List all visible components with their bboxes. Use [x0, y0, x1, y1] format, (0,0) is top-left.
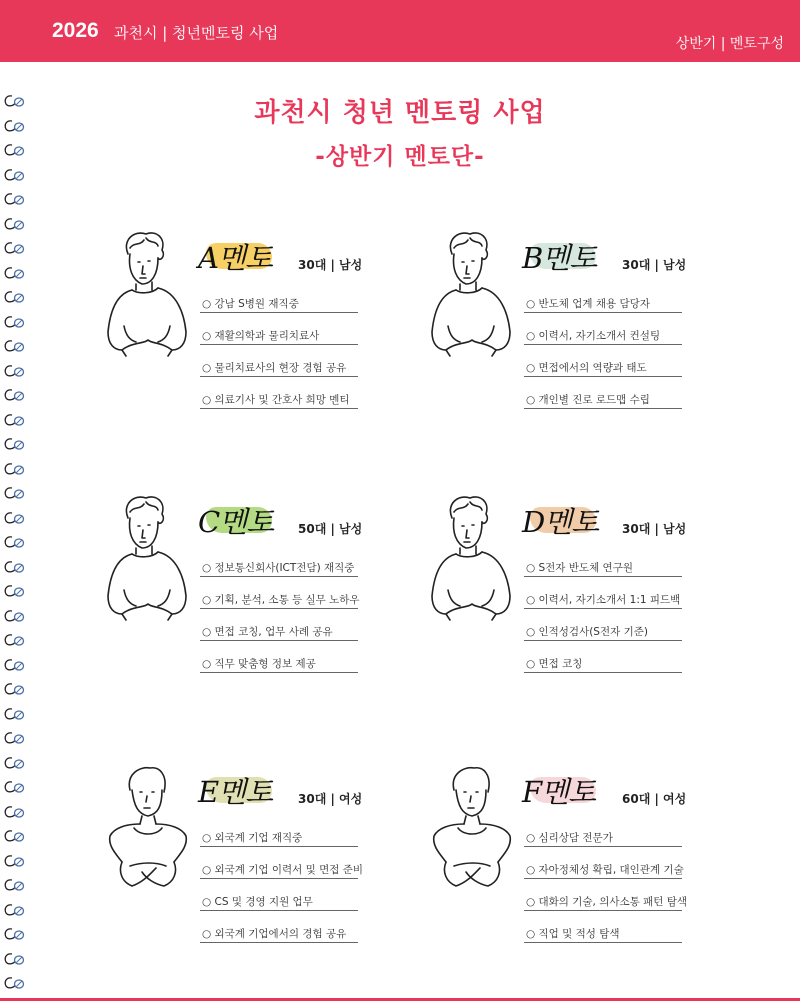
list-item-text: ○ 이력서, 자기소개서 1:1 피드백 — [526, 594, 681, 606]
mentor-a-name: A멘토 — [198, 241, 272, 275]
list-item — [524, 924, 682, 956]
binder-ring-icon — [3, 485, 25, 499]
underline — [524, 576, 682, 577]
mentor-c-meta: 50대 | 남성 — [298, 522, 363, 536]
binder-ring-icon — [3, 240, 25, 254]
mentor-b-item-list — [524, 294, 682, 422]
binder-ring-icon — [3, 583, 25, 597]
underline — [524, 312, 682, 313]
mentor-card-e — [100, 762, 390, 972]
mentor-f-name-tag — [522, 768, 602, 812]
mentor-c-illustration — [100, 492, 200, 622]
mentor-card-d — [424, 492, 714, 702]
mentor-a-meta: 30대 | 남성 — [298, 258, 363, 272]
header-bar — [0, 0, 800, 62]
binder-ring-icon — [3, 632, 25, 646]
list-item — [524, 390, 682, 422]
binder-ring-icon — [3, 755, 25, 769]
list-item-text: ○ 면접 코칭, 업무 사례 공유 — [202, 626, 333, 638]
list-item — [524, 558, 682, 590]
list-item — [524, 860, 682, 892]
list-item-text: ○ 이력서, 자기소개서 컨설팅 — [526, 330, 661, 342]
binder-ring-icon — [3, 902, 25, 916]
underline — [200, 640, 358, 641]
mentor-e-meta: 30대 | 여성 — [298, 792, 363, 806]
binder-ring-icon — [3, 853, 25, 867]
underline — [524, 640, 682, 641]
mentor-b-illustration — [424, 228, 524, 358]
list-item — [200, 828, 358, 860]
list-item — [200, 294, 358, 326]
underline — [524, 878, 682, 879]
binder-ring-icon — [3, 387, 25, 401]
page-title: 과천시 청년 멘토링 사업 — [254, 98, 546, 128]
list-item-text: ○ 물리치료사의 현장 경험 공유 — [202, 362, 347, 374]
binder-ring-icon — [3, 730, 25, 744]
underline — [524, 408, 682, 409]
mentor-card-a — [100, 228, 390, 438]
binder-ring-icon — [3, 461, 25, 475]
mentor-c-name: C멘토 — [198, 505, 274, 539]
list-item-text: ○ 재활의학과 물리치료사 — [202, 330, 320, 342]
binder-ring-icon — [3, 338, 25, 352]
mentor-b-meta: 30대 | 남성 — [622, 258, 687, 272]
list-item — [200, 590, 358, 622]
binder-ring-icon — [3, 951, 25, 965]
mentor-card-f — [424, 762, 714, 972]
list-item — [524, 828, 682, 860]
list-item-text: ○ 자아정체성 확립, 대인관계 기술 — [526, 864, 684, 876]
list-item — [200, 924, 358, 956]
mentor-d-item-list — [524, 558, 682, 686]
mentor-d-name-tag — [522, 498, 602, 542]
underline — [200, 312, 358, 313]
list-item-text: ○ 인적성검사(S전자 기준) — [526, 626, 648, 638]
list-item — [200, 622, 358, 654]
list-item — [200, 326, 358, 358]
header-year: 2026 — [52, 19, 99, 42]
list-item — [200, 358, 358, 390]
list-item-text: ○ 직업 및 적성 탐색 — [526, 928, 620, 940]
header-title: 과천시 | 청년멘토링 사업 — [114, 24, 279, 42]
underline — [200, 672, 358, 673]
mentor-c-item-list — [200, 558, 358, 686]
mentor-e-name: E멘토 — [198, 775, 273, 809]
underline — [200, 846, 358, 847]
mentor-d-meta: 30대 | 남성 — [622, 522, 687, 536]
binder-ring-icon — [3, 363, 25, 377]
list-item-text: ○ 의료기사 및 간호사 희망 멘티 — [202, 394, 350, 406]
underline — [200, 408, 358, 409]
underline — [200, 878, 358, 879]
underline — [524, 942, 682, 943]
mentor-d-name: D멘토 — [522, 505, 599, 539]
list-item-text: ○ 정보통신회사(ICT전담) 재직중 — [202, 562, 355, 574]
binder-ring-icon — [3, 191, 25, 205]
mentor-f-meta: 60대 | 여성 — [622, 792, 687, 806]
underline — [524, 846, 682, 847]
mentor-b-name: B멘토 — [522, 241, 597, 275]
binder-ring-icon — [3, 926, 25, 940]
binder-ring-icon — [3, 265, 25, 279]
underline — [524, 672, 682, 673]
binder-ring-icon — [3, 289, 25, 303]
mentor-b-name-tag — [522, 234, 602, 278]
binder-ring-icon — [3, 412, 25, 426]
mentor-a-item-list — [200, 294, 358, 422]
binder-ring-icon — [3, 779, 25, 793]
list-item — [524, 326, 682, 358]
mentor-a-illustration — [100, 228, 200, 358]
underline — [200, 942, 358, 943]
list-item — [524, 294, 682, 326]
mentor-e-item-list — [200, 828, 364, 956]
list-item-text: ○ 대화의 기술, 의사소통 패턴 탐색 — [526, 896, 688, 908]
list-item — [200, 892, 358, 924]
underline — [200, 576, 358, 577]
list-item-text: ○ 개인별 진로 로드맵 수립 — [526, 394, 650, 406]
binder-ring-icon — [3, 706, 25, 720]
mentor-e-illustration — [100, 762, 200, 892]
list-item — [524, 622, 682, 654]
binder-ring-icon — [3, 877, 25, 891]
mentor-c-name-tag — [198, 498, 278, 542]
header-section: 상반기 | 멘토구성 — [675, 36, 784, 52]
list-item-text: ○ 외국계 기업 이력서 및 면접 준비 — [202, 864, 364, 876]
list-item-text: ○ 외국계 기업 재직중 — [202, 832, 303, 844]
binder-ring-icon — [3, 436, 25, 450]
binder-ring-icon — [3, 314, 25, 328]
list-item-text: ○ 반도체 업계 채용 담당자 — [526, 298, 650, 310]
list-item-text: ○ 기획, 분석, 소통 등 실무 노하우 — [202, 594, 360, 606]
binder-ring-icon — [3, 657, 25, 671]
binder-ring-icon — [3, 828, 25, 842]
list-item — [524, 590, 682, 622]
binder-ring-icon — [3, 608, 25, 622]
underline — [524, 910, 682, 911]
list-item — [524, 892, 688, 924]
list-item — [524, 654, 682, 686]
underline — [524, 608, 682, 609]
mentor-a-name-tag — [198, 234, 278, 278]
list-item-text: ○ 심리상담 전문가 — [526, 832, 613, 844]
list-item-text: ○ CS 및 경영 지원 업무 — [202, 896, 313, 908]
underline — [524, 376, 682, 377]
binder-ring-icon — [3, 681, 25, 695]
mentor-card-b — [424, 228, 714, 438]
list-item-text: ○ 강남 S병원 재직중 — [202, 298, 299, 310]
list-item-text: ○ 외국계 기업에서의 경험 공유 — [202, 928, 347, 940]
list-item-text: ○ S전자 반도체 연구원 — [526, 562, 633, 574]
list-item — [200, 390, 358, 422]
underline — [200, 910, 358, 911]
underline — [200, 376, 358, 377]
mentor-f-item-list — [524, 828, 688, 956]
mentor-d-illustration — [424, 492, 524, 622]
binder-ring-icon — [3, 559, 25, 573]
binder-ring-icon — [3, 804, 25, 818]
list-item-text: ○ 직무 맞춤형 정보 제공 — [202, 658, 316, 670]
list-item-text: ○ 면접 코칭 — [526, 658, 583, 670]
binder-ring-icon — [3, 975, 25, 989]
underline — [200, 608, 358, 609]
mentor-f-illustration — [424, 762, 524, 892]
list-item — [200, 860, 364, 892]
underline — [524, 344, 682, 345]
list-item — [200, 558, 358, 590]
list-item — [200, 654, 358, 686]
underline — [200, 344, 358, 345]
page-subtitle: -상반기 멘토단- — [315, 144, 485, 170]
binder-ring-icon — [3, 510, 25, 524]
mentor-card-c — [100, 492, 390, 702]
binder-ring-icon — [3, 216, 25, 230]
mentor-e-name-tag — [198, 768, 278, 812]
list-item — [524, 358, 682, 390]
list-item-text: ○ 면접에서의 역량과 태도 — [526, 362, 647, 374]
mentor-f-name: F멘토 — [522, 775, 596, 809]
binder-ring-icon — [3, 534, 25, 548]
